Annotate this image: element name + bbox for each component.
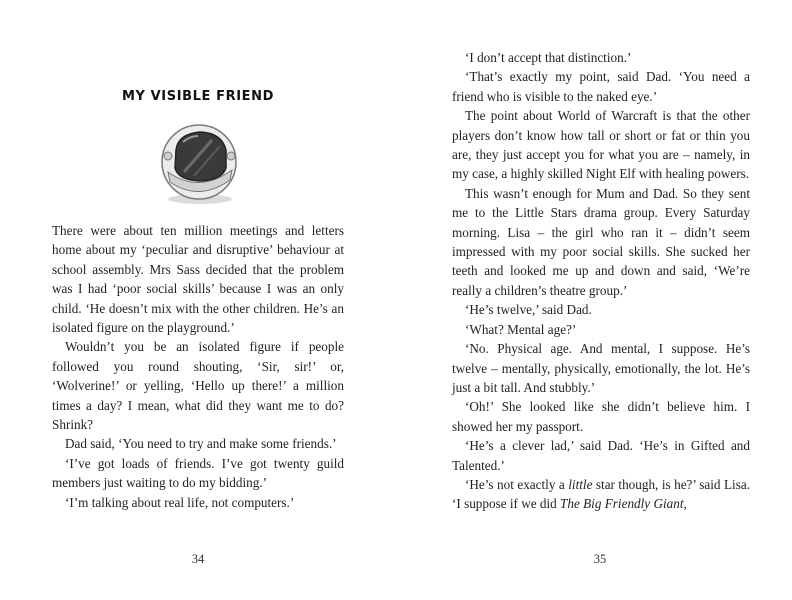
paragraph: ‘I don’t accept that distinction.’ [465, 50, 632, 65]
paragraph: ‘He’s twelve,’ said Dad. [465, 302, 592, 318]
paragraph: The point about World of Warcraft is that the other players don’t know how tall or short or fat or thin you are, they just accept you for what you are – namely, in my case, a highly skilled Night Elf with healing powers. [452, 108, 750, 182]
page-number: 34 [191, 552, 205, 566]
paragraph: Wouldn’t you be an isolated figure if people followed you round shouting, ‘Sir, sir!’ or, ‘Wolverine!’ or yelling, ‘Hello up there!’ a million times a day? I mean, what did they want me to do? Shrink? [52, 339, 344, 433]
emphasis-little: little [568, 476, 593, 492]
paragraph-last [452, 475, 750, 514]
astronaut-helmet-icon [154, 116, 246, 208]
paragraph: Dad said, ‘You need to try and make some friends.’ [65, 436, 337, 452]
paragraph: ‘I’m talking about real life, not computers.’ [65, 494, 295, 510]
right-page [396, 0, 792, 600]
book-title: The Big Friendly Giant [560, 496, 684, 512]
paragraph: ‘What? Mental age?’ [465, 321, 577, 337]
page-number: 35 [593, 552, 607, 566]
text-run: star though, is he?’ said Lisa. ‘I suppose if we did [452, 476, 751, 512]
text-run: ‘He’s not exactly a [465, 476, 569, 492]
paragraph: This wasn’t enough for Mum and Dad. So they sent me to the Little Stars drama group. Every Saturday morning. Lisa – the girl who ran it – didn’t seem impressed with my poor social skills. She sucked her teeth and looked me up and down and said, ‘We’re really a children’s theatre group.’ [452, 185, 750, 298]
paragraph: ‘I’ve got loads of friends. I’ve got twenty guild members just waiting to do my bidding.’ [52, 455, 344, 491]
paragraph: ‘That’s exactly my point, said Dad. ‘You need a friend who is visible to the naked eye.’ [452, 69, 750, 104]
paragraph: There were about ten million meetings and letters home about my ‘peculiar and disruptive’ behaviour at school assembly. Mrs Sass decided that the problem was I had ‘poor social skills’ because I was an only child. ‘He doesn’t mix with the other children. He’s an isolated figure on the playground.’ [52, 223, 344, 336]
right-page-text [452, 48, 750, 514]
chapter-title: MY VISIBLE FRIEND [121, 89, 275, 104]
paragraph: ‘No. Physical age. And mental, I suppose. He’s twelve – mentally, physically, emotionally, the lot. He’s just a bit tall. And stubbly.’ [452, 341, 750, 395]
paragraph: ‘He’s a clever lad,’ said Dad. ‘He’s in Gifted and Talented.’ [452, 438, 750, 473]
text-run: , [683, 496, 687, 512]
left-page-text [52, 221, 344, 512]
paragraph: ‘Oh!’ She looked like she didn’t believe him. I showed her my passport. [452, 399, 750, 434]
